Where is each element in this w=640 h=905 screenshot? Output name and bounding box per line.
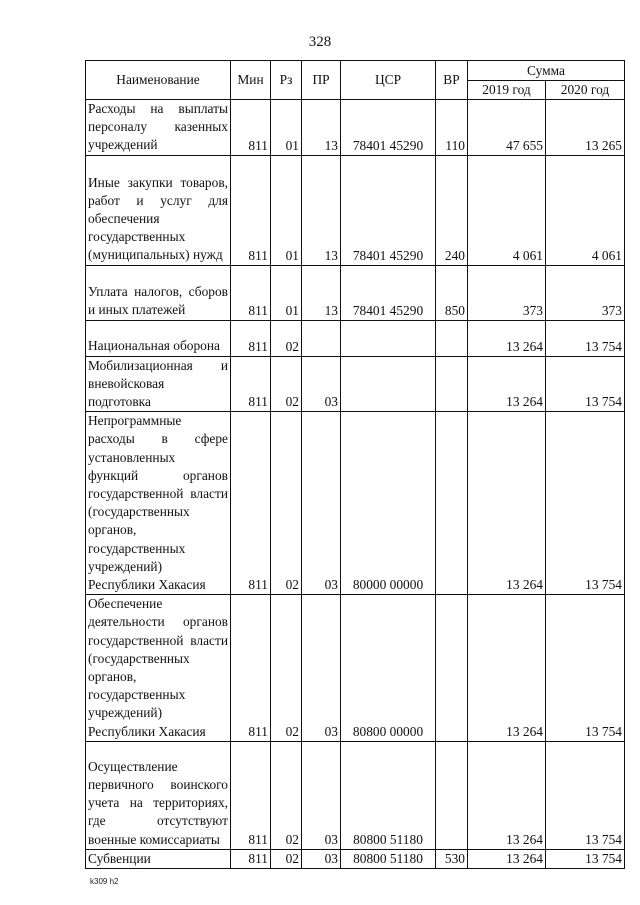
header-rz: Рз [271,61,302,100]
row-rz: 02 [271,412,302,595]
row-2019: 13 264 [468,849,546,868]
row-min: 811 [231,320,271,356]
row-pr: 03 [302,741,341,849]
row-min: 811 [231,265,271,320]
row-rz: 02 [271,356,302,412]
row-name: Мобилизационная и вневойсковая подготовка [86,356,231,412]
table-row [86,265,625,320]
row-min: 811 [231,595,271,742]
row-2019: 13 264 [468,412,546,595]
row-rz: 02 [271,741,302,849]
header-pr: ПР [302,61,341,100]
row-2020: 13 265 [546,100,625,156]
row-2020: 13 754 [546,595,625,742]
page-number: 328 [308,34,332,50]
header-year-2020: 2020 год [546,81,625,100]
row-csr: 78401 45290 [341,100,436,156]
row-2020: 13 754 [546,320,625,356]
table-row [86,849,625,868]
row-pr: 03 [302,412,341,595]
row-2020: 13 754 [546,356,625,412]
table-row [86,595,625,742]
row-rz: 02 [271,595,302,742]
row-2019: 373 [468,265,546,320]
header-name: Наименование [86,61,231,100]
row-csr: 80000 00000 [341,412,436,595]
row-rz: 01 [271,265,302,320]
row-pr: 13 [302,100,341,156]
table-row [86,412,625,595]
row-pr: 03 [302,356,341,412]
row-2020: 4 061 [546,155,625,265]
row-2020: 13 754 [546,412,625,595]
row-pr [302,320,341,356]
header-min: Мин [231,61,271,100]
row-csr [341,320,436,356]
row-2020: 373 [546,265,625,320]
row-name: Расходы на выплаты персоналу казенных учреждений [86,100,231,156]
header-sum: Сумма [468,61,625,81]
row-2019: 13 264 [468,595,546,742]
row-min: 811 [231,100,271,156]
row-name: Национальная оборона [86,320,231,356]
row-vr: 110 [436,100,468,156]
row-2019: 13 264 [468,356,546,412]
row-min: 811 [231,741,271,849]
row-pr: 13 [302,265,341,320]
row-csr: 80800 51180 [341,741,436,849]
row-min: 811 [231,412,271,595]
table-row [86,320,625,356]
row-pr: 03 [302,849,341,868]
row-vr [436,356,468,412]
row-csr [341,356,436,412]
row-vr [436,741,468,849]
row-vr [436,412,468,595]
row-2020: 13 754 [546,849,625,868]
row-name: Субвенции [86,849,231,868]
row-csr: 80800 00000 [341,595,436,742]
row-name: Осуществление первичного воинского учета на территориях, где отсутствуют военные комиссариаты [86,741,231,849]
row-2020: 13 754 [546,741,625,849]
row-rz: 02 [271,320,302,356]
row-2019: 47 655 [468,100,546,156]
row-2019: 4 061 [468,155,546,265]
header-year-2019: 2019 год [468,81,546,100]
row-name: Иные закупки товаров, работ и услуг для обеспечения государственных (муниципальных) нужд [86,155,231,265]
row-rz: 02 [271,849,302,868]
row-min: 811 [231,849,271,868]
row-csr: 78401 45290 [341,155,436,265]
table-row [86,356,625,412]
row-min: 811 [231,356,271,412]
row-vr: 850 [436,265,468,320]
document-code: k309 h2 [90,877,119,886]
row-csr: 78401 45290 [341,265,436,320]
table-row [86,741,625,849]
header-csr: ЦСР [341,61,436,100]
table-row [86,100,625,156]
row-vr: 530 [436,849,468,868]
row-2019: 13 264 [468,741,546,849]
row-vr: 240 [436,155,468,265]
row-vr [436,595,468,742]
header-vr: ВР [436,61,468,100]
row-min: 811 [231,155,271,265]
row-rz: 01 [271,100,302,156]
row-2019: 13 264 [468,320,546,356]
table-row [86,155,625,265]
row-name: Непрограммные расходы в сфере установленных функций органов государственной власти (государственных органов, государственных учреждений) Республики Хакасия [86,412,231,595]
budget-table [85,60,625,869]
row-name: Обеспечение деятельности органов государственной власти (государственных органов, государственных учреждений) Республики Хакасия [86,595,231,742]
row-rz: 01 [271,155,302,265]
row-name: Уплата налогов, сборов и иных платежей [86,265,231,320]
row-vr [436,320,468,356]
row-pr: 03 [302,595,341,742]
row-csr: 80800 51180 [341,849,436,868]
row-pr: 13 [302,155,341,265]
